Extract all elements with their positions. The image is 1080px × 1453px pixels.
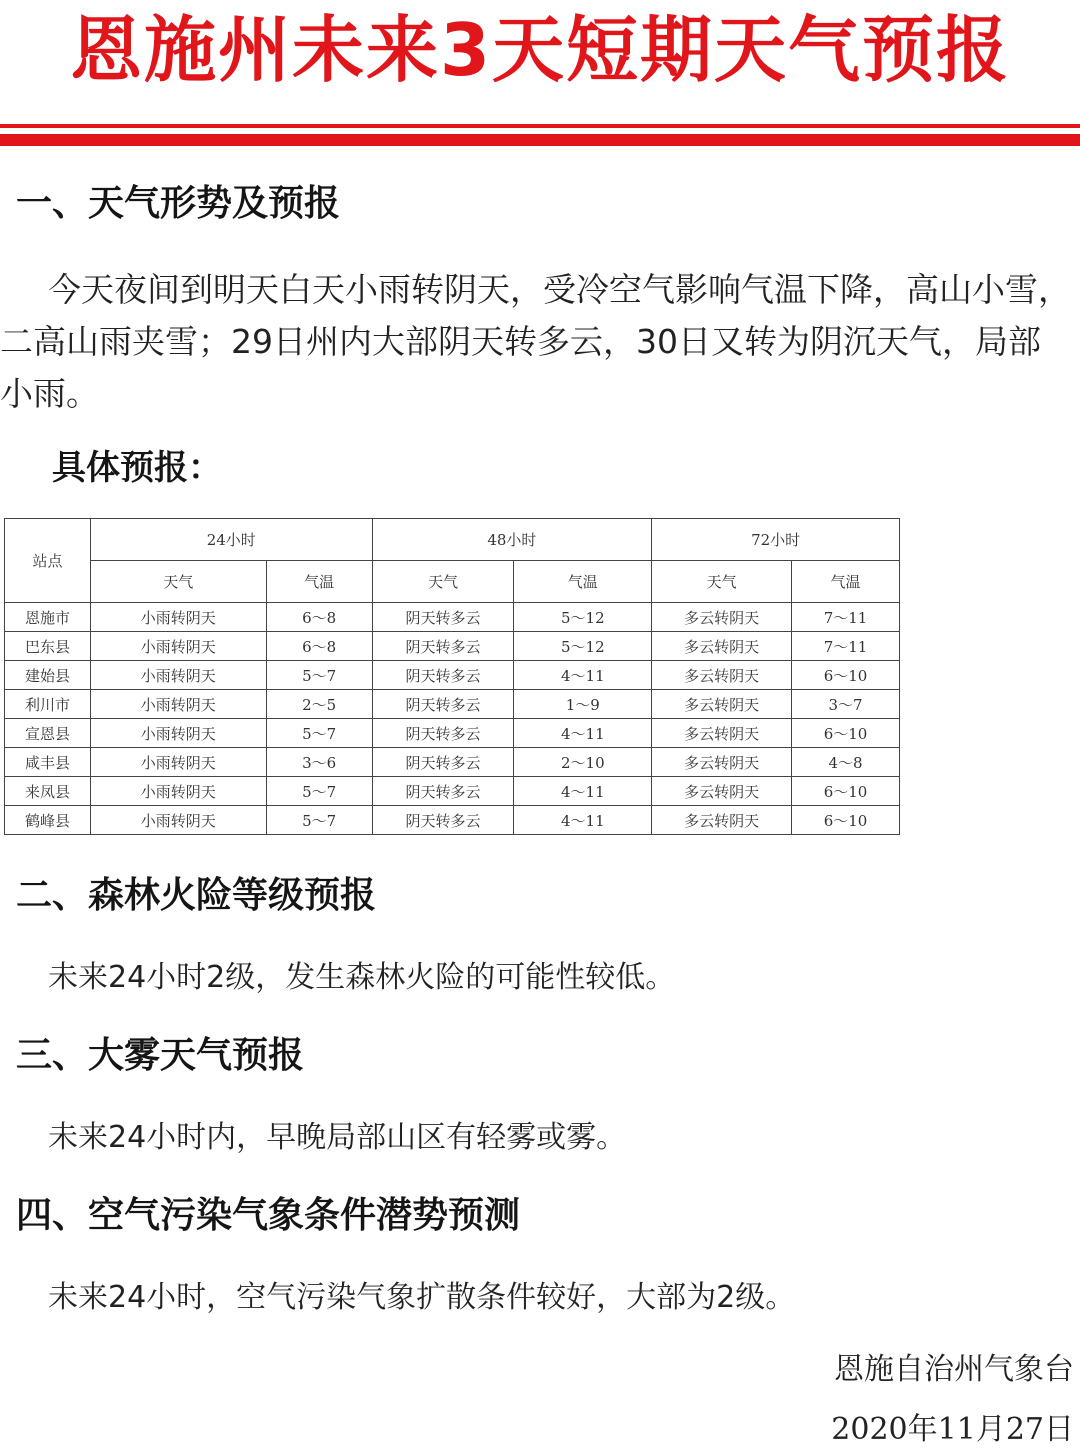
table-cell: 阴天转多云 [372, 690, 514, 719]
table-cell: 4～8 [792, 748, 900, 777]
table-cell: 多云转阴天 [652, 777, 792, 806]
table-cell: 阴天转多云 [372, 661, 514, 690]
table-cell: 5～12 [514, 603, 652, 632]
table-subheader: 天气 [90, 561, 266, 603]
section-heading-weather: 一、天气形势及预报 [16, 183, 341, 224]
section-body-fog: 未来24小时内，早晚局部山区有轻雾或雾。 [48, 1120, 627, 1155]
table-header-period: 48小时 [372, 519, 652, 561]
table-cell: 小雨转阴天 [90, 632, 266, 661]
section-body-weather [0, 264, 1072, 420]
table-subheader: 气温 [792, 561, 900, 603]
table-cell: 多云转阴天 [652, 690, 792, 719]
section-body-forest-fire: 未来24小时2级，发生森林火险的可能性较低。 [48, 960, 676, 995]
table-cell: 5～7 [266, 661, 372, 690]
table-cell: 多云转阴天 [652, 661, 792, 690]
table-cell: 5～7 [266, 719, 372, 748]
table-cell: 5～7 [266, 806, 372, 835]
table-cell: 多云转阴天 [652, 806, 792, 835]
table-cell: 阴天转多云 [372, 632, 514, 661]
table-cell: 小雨转阴天 [90, 806, 266, 835]
table-subheader: 天气 [652, 561, 792, 603]
table-cell: 小雨转阴天 [90, 719, 266, 748]
table-row [5, 748, 900, 777]
table-cell: 6～8 [266, 632, 372, 661]
table-cell: 阴天转多云 [372, 748, 514, 777]
table-cell: 小雨转阴天 [90, 777, 266, 806]
table-subheader: 气温 [514, 561, 652, 603]
table-cell: 阴天转多云 [372, 603, 514, 632]
table-cell: 小雨转阴天 [90, 748, 266, 777]
table-cell-station: 咸丰县 [5, 748, 91, 777]
table-cell-station: 恩施市 [5, 603, 91, 632]
page-title: 恩施州未来3天短期天气预报 [69, 8, 1011, 92]
table-cell: 4～11 [514, 661, 652, 690]
table-cell-station: 建始县 [5, 661, 91, 690]
table-cell-station: 来凤县 [5, 777, 91, 806]
table-row [5, 777, 900, 806]
forecast-table [4, 518, 900, 835]
table-cell: 阴天转多云 [372, 806, 514, 835]
table-cell: 7～11 [792, 632, 900, 661]
table-cell: 1～9 [514, 690, 652, 719]
table-cell-station: 宣恩县 [5, 719, 91, 748]
section-heading-forest-fire: 二、森林火险等级预报 [16, 875, 377, 916]
section-body-weather-text: 今天夜间到明天白天小雨转阴天，受冷空气影响气温下降，高山小雪，二高山雨夹雪；29日州内大部阴天转多云，30日又转为阴沉天气，局部小雨。 [0, 270, 1071, 413]
table-row [5, 632, 900, 661]
table-cell: 阴天转多云 [372, 719, 514, 748]
header-rule-thin [0, 124, 1080, 128]
table-cell: 2～10 [514, 748, 652, 777]
table-cell: 多云转阴天 [652, 603, 792, 632]
table-header-period: 72小时 [652, 519, 900, 561]
table-cell: 5～12 [514, 632, 652, 661]
table-header-station: 站点 [5, 519, 91, 603]
header-rule-thick [0, 134, 1080, 146]
table-row [5, 806, 900, 835]
table-cell-station: 鹤峰县 [5, 806, 91, 835]
issuer-name: 恩施自治州气象台 [834, 1352, 1074, 1387]
table-cell: 阴天转多云 [372, 777, 514, 806]
table-cell: 多云转阴天 [652, 719, 792, 748]
table-cell: 3～7 [792, 690, 900, 719]
table-subheader: 气温 [266, 561, 372, 603]
sub-heading-detailed-forecast: 具体预报： [52, 448, 222, 488]
table-cell: 3～6 [266, 748, 372, 777]
section-body-air-pollution: 未来24小时，空气污染气象扩散条件较好，大部为2级。 [48, 1280, 796, 1315]
table-cell: 多云转阴天 [652, 748, 792, 777]
table-cell: 4～11 [514, 777, 652, 806]
forecast-table-body [5, 603, 900, 835]
issue-date: 2020年11月27日 [831, 1412, 1074, 1447]
table-cell: 4～11 [514, 806, 652, 835]
table-cell: 5～7 [266, 777, 372, 806]
table-cell-station: 巴东县 [5, 632, 91, 661]
table-cell: 小雨转阴天 [90, 690, 266, 719]
table-cell: 6～10 [792, 806, 900, 835]
table-header-period: 24小时 [90, 519, 372, 561]
table-row [5, 661, 900, 690]
table-cell: 多云转阴天 [652, 632, 792, 661]
table-cell: 6～10 [792, 719, 900, 748]
section-heading-air-pollution: 四、空气污染气象条件潜势预测 [16, 1195, 521, 1236]
table-cell: 小雨转阴天 [90, 661, 266, 690]
table-subheader: 天气 [372, 561, 514, 603]
table-cell: 2～5 [266, 690, 372, 719]
table-cell: 6～10 [792, 777, 900, 806]
section-heading-fog: 三、大雾天气预报 [16, 1035, 305, 1076]
table-cell: 4～11 [514, 719, 652, 748]
table-cell: 6～8 [266, 603, 372, 632]
table-row [5, 603, 900, 632]
table-cell: 7～11 [792, 603, 900, 632]
table-cell: 6～10 [792, 661, 900, 690]
table-row [5, 719, 900, 748]
table-cell: 小雨转阴天 [90, 603, 266, 632]
table-row [5, 690, 900, 719]
table-cell-station: 利川市 [5, 690, 91, 719]
